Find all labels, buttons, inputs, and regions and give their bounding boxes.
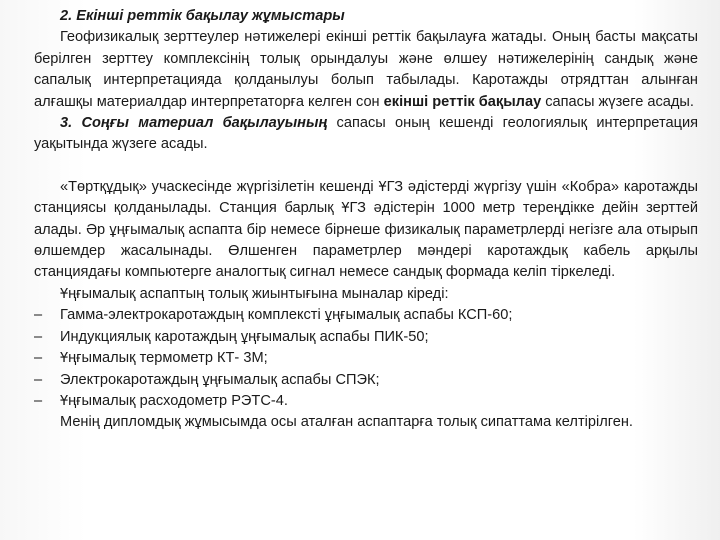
list-item-text: Ұңғымалық термометр КТ- 3М; — [60, 350, 268, 367]
paragraph-gap — [34, 156, 698, 177]
section-2-heading: 2. Екінші реттік бақылау жұмыстары — [60, 8, 345, 24]
list-dash: – — [34, 392, 43, 409]
list-item — [34, 348, 698, 369]
section-3-text: сапасы оның кешенді геологиялық интерпретация уақытында жүзеге асады. — [34, 115, 698, 153]
main-paragraph: «Төртқұдық» учаскесінде жүргізілетін кешенді ҰГЗ әдістерді жүргізу үшін «Кобра» каротажды станциясы қолданылады. Станция барлық ҰГЗ әдістерін 1000 метр тереңдікке дейін зерттей алады. Әр ұңғымалық аспапта бір немесе бірнеше физикалық параметрлерді негізге ала отырып өлшемдер жасалынады. Өлшенген параметрлер мәндері каротаждық кабель арқылы станциядағы компьютерге аналогтық сигнал немесе сандық формада келіп тіркеледі. — [34, 178, 698, 281]
list-intro: Ұңғымалық аспаптың толық жиынтығына мыналар кіреді: — [60, 285, 449, 302]
section-2-text-part-1: Геофизикалық зерттеулер нәтижелері екінші реттік бақылауға жатады. Оның басты мақсаты берілген зерттеу комплексінің толық орындалуы және өлшеу нәтижелерінің сандық және сапалық интерпретацияда қолданылуы болып табылады. Каротажды отрядттан алынған алғашқы материалдар интерпретаторға келген сон — [34, 29, 698, 110]
list-item — [34, 305, 698, 326]
list-dash: – — [34, 371, 43, 388]
section-2-text-part-2: сапасы жүзеге асады. — [541, 93, 694, 110]
section-2-paragraph — [34, 27, 698, 113]
section-3-paragraph — [34, 113, 698, 156]
list-dash: – — [34, 328, 43, 345]
closing-sentence: Менің дипломдық жұмысымда осы аталған аспаптарға толық сипаттама келтірілген. — [60, 414, 633, 431]
list-item — [34, 327, 698, 348]
list-item-text: Ұңғымалық расходометр РЭТС-4. — [60, 392, 288, 409]
list-dash: – — [34, 307, 43, 324]
instrument-list — [34, 305, 698, 412]
list-dash: – — [34, 350, 43, 367]
list-item-text: Индукциялық каротаждың ұңғымалық аспабы ПИК-50; — [60, 328, 429, 345]
list-item-text: Электрокаротаждың ұңғымалық аспабы СПЭК; — [60, 371, 380, 388]
list-item — [34, 370, 698, 391]
section-2-bold-phrase: екінші реттік бақылау — [383, 93, 542, 110]
list-item-text: Гамма-электрокаротаждың комплексті ұңғымалық аспабы КСП-60; — [60, 307, 513, 324]
section-3-heading: 3. Соңғы материал бақылауының — [60, 115, 328, 132]
list-item — [34, 391, 698, 412]
